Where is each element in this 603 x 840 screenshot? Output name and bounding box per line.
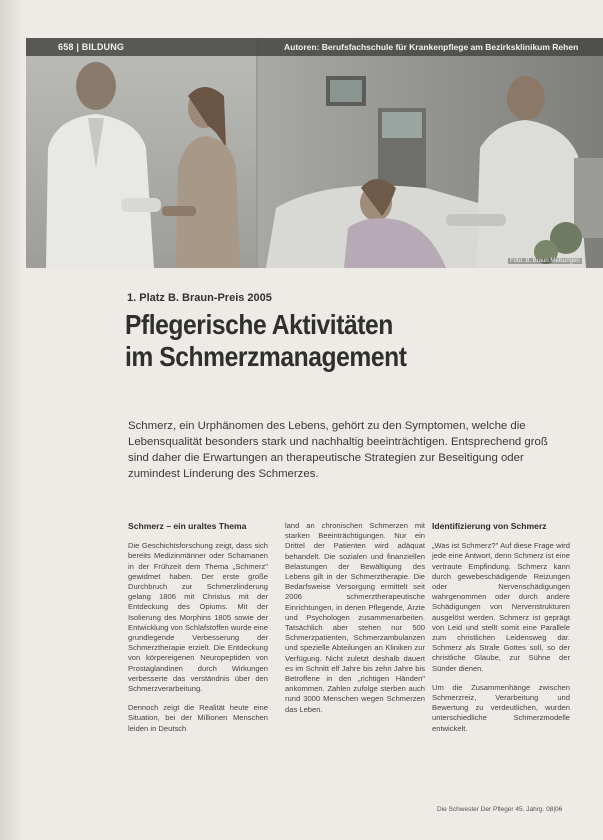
article-lead: Schmerz, ein Urphänomen des Lebens, gehört zu den Symptomen, welche die Lebensqualität besonders stark und nachhaltig beeinträchtigen. Entsprechend groß sind daher die Erwartungen an therapeutische Strategien zur Beseitigung oder zumindest Linderung des Schmerzes. bbox=[128, 420, 548, 480]
header-photo bbox=[26, 38, 603, 268]
footer-caption: Die Schwester Der Pfleger 45. Jahrg. 08|06 bbox=[437, 806, 563, 813]
text-column-2 bbox=[285, 521, 425, 724]
column-paragraph: Dennoch zeigt die Realität heute eine Situation, bei der Millionen Menschen leiden in Deutsch bbox=[128, 703, 268, 733]
photo-credit: Foto: B. Braun Melsungen bbox=[510, 258, 580, 264]
institution-label: Autoren: Berufsfachschule für Krankenpflege am Bezirksklinikum Rehen bbox=[284, 42, 579, 52]
section-header-bar bbox=[26, 38, 603, 56]
column-paragraph: „Was ist Schmerz?" Auf diese Frage wird jede eine Antwort, denn Schmerz ist eine vertraute Empfindung. Schmerz kann durch gewebeschädigende Reizungen oder Nervenschädigungen wahrgenommen oder durch andere Schädigungen von Nervenstrukturen ausgelöst werden. Schmerz ist geprägt von Leid und stellt somit eine Parallele zum christlichen Leidensweg dar. Schmerz als Strafe Gottes soll, so der christliche Glaube, zur Sühne der Sünder dienen. bbox=[432, 541, 570, 673]
column-paragraph: Die Geschichtsforschung zeigt, dass sich bereits Medizinmänner oder Schamanen in der Frühzeit dem Thema „Schmerz" gewidmet haben. Der erste große Durchbruch zur Schmerzlinderung gelang 1806 mit Christus mit der Entdeckung des Opiums. Mit der Isolierung des Morphins 1805 sowie der Entwicklung von Schlafstoffen wurde eine grundlegende Verbesserung der Schmerztherapie erzielt. Die Entdeckung von körpereigenen Neuropeptiden von Prostaglandinen durch Wirkungen verbesserte das verständnis über den Schmerzverarbeitung. bbox=[128, 541, 269, 694]
title-line-1: Pflegerische Aktivitäten bbox=[125, 309, 393, 340]
section-label: 658 | BILDUNG bbox=[58, 42, 125, 52]
title-line-2: im Schmerzmanagement bbox=[125, 341, 407, 372]
text-column-1 bbox=[128, 521, 268, 743]
binding-shadow bbox=[0, 0, 24, 840]
text-column-3 bbox=[432, 521, 570, 743]
column-heading: Schmerz – ein uraltes Thema bbox=[128, 521, 247, 531]
article-title bbox=[125, 309, 407, 373]
article-kicker: 1. Platz B. Braun-Preis 2005 bbox=[127, 292, 272, 304]
column-paragraph: Um die Zusammenhänge zwischen Schmerzreiz, Verarbeitung und Bewertung zu verdeutlichen, wurden unterschiedliche Schmerzmodelle entwickelt. bbox=[432, 682, 570, 733]
hospital-scene-image bbox=[26, 38, 603, 268]
column-paragraph: land an chronischen Schmerzen mit starken Beeinträchtigungen. Nur ein Drittel der Patienten wird adäquat behandelt. Die sozialen und finanziellen Belastungen der Bewältigung des Lebens gilt in der Schmerztherapie. Die Bedarfsweise Versorgung ermittelt seit 2006 schmerztherapeutische Einrichtungen, in denen Pflegende, Ärzte und Psychologen zusammenarbeiten. Tatsächlich aber stehen nur 500 Schmerzpatienten, Schmerzambulanzen und spezielle Abteilungen an Kliniken zur Verfügung. Nicht zuletzt deshalb dauert es im Schnitt elf Jahre bis zehn Jahre bis Betroffene in den „richtigen Händen" ankommen. Zahlen zufolge sterben auch rund 3000 Menschen wegen Schmerzen das Leben. bbox=[285, 521, 425, 714]
column-heading: Identifizierung von Schmerz bbox=[432, 521, 547, 531]
